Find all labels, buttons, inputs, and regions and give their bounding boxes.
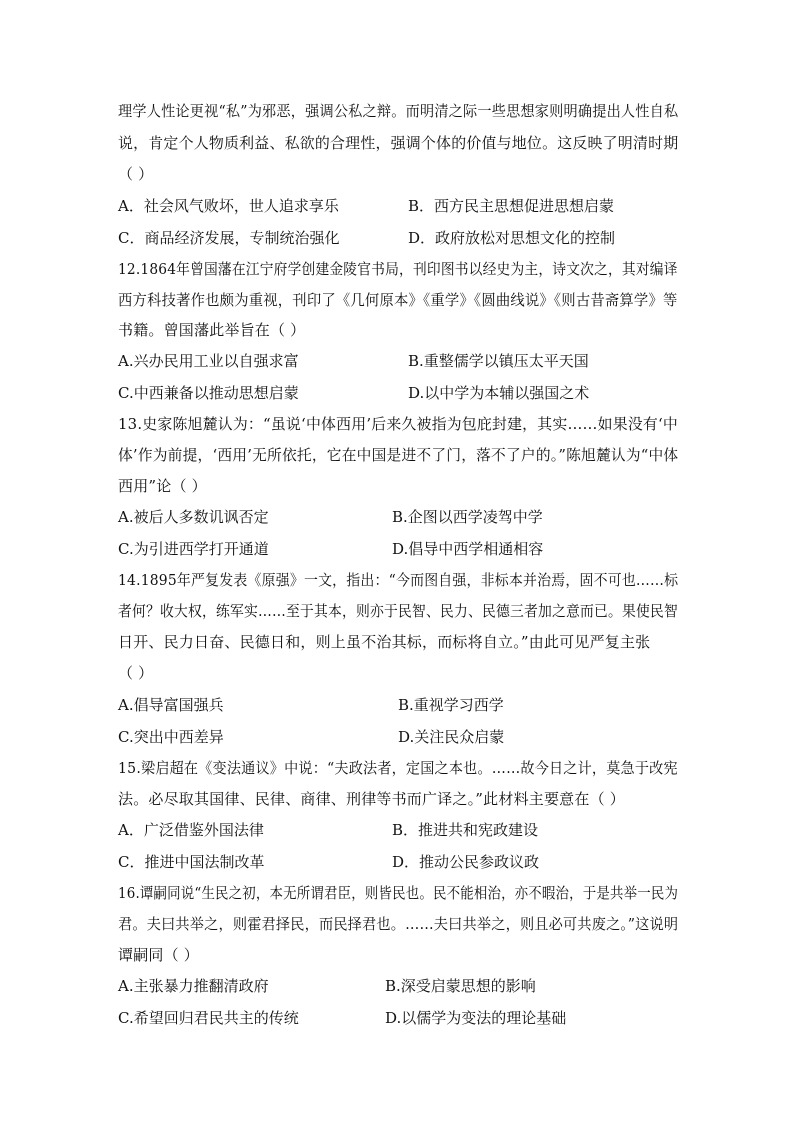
q15-option-a[interactable]: A．广泛借鉴外国法律 xyxy=(118,821,264,839)
q12-stem-line-1: 12.1864年曾国藩在江宁府学创建金陵官书局，刊印图书以经史为主，诗文次之，其对编译 xyxy=(118,260,678,278)
q14-stem-line-3: 日开、民力日奋、民德日和，则上虽不治其标，而标将自立。”由此可见严复主张 xyxy=(118,633,651,651)
q15-option-d[interactable]: D．推动公民参政议政 xyxy=(392,853,540,871)
q14-option-b[interactable]: B.重视学习西学 xyxy=(398,696,504,714)
q15-option-c[interactable]: C．推进中国法制改革 xyxy=(118,853,265,871)
q13-stem-line-2: 体’作为前提，‘西用’无所依托，它在中国是进不了门，落不了户的。”陈旭麓认为“中体 xyxy=(118,446,679,464)
q14-option-c[interactable]: C.突出中西差异 xyxy=(118,728,224,746)
q13-option-c[interactable]: C.为引进西学打开通道 xyxy=(118,540,269,558)
q13-stem-line-1: 13.史家陈旭麓认为：“虽说‘中体西用’后来久被指为包庇封建，其实……如果没有‘中 xyxy=(118,415,679,433)
q12-stem-line-3: 书籍。曾国藩此举旨在（ ） xyxy=(118,321,306,339)
q14-option-a[interactable]: A.倡导富国强兵 xyxy=(118,696,224,714)
q12-option-a[interactable]: A.兴办民用工业以自强求富 xyxy=(118,352,299,370)
q16-option-b[interactable]: B.深受启蒙思想的影响 xyxy=(385,977,536,995)
q15-option-b[interactable]: B．推进共和宪政建设 xyxy=(392,821,539,839)
q16-option-a[interactable]: A.主张暴力推翻清政府 xyxy=(118,977,269,995)
q14-answer-blank: （ ） xyxy=(118,664,154,682)
q13-option-b[interactable]: B.企图以西学凌驾中学 xyxy=(392,508,543,526)
q16-option-c[interactable]: C.希望回归君民共主的传统 xyxy=(118,1009,299,1027)
q12-stem-line-2: 西方科技著作也颇为重视，刊印了《几何原本》《重学》《圆曲线说》《则古昔斋算学》等 xyxy=(118,291,678,309)
q11-option-b[interactable]: B．西方民主思想促进思想启蒙 xyxy=(408,197,615,215)
q16-stem-line-1: 16.谭嗣同说“生民之初，本无所谓君臣，则皆民也。民不能相治，亦不暇治，于是共举一民为 xyxy=(118,884,679,902)
q11-stem-line-1: 理学人性论更视“私”为邪恶，强调公私之辩。而明清之际一些思想家则明确提出人性自私 xyxy=(118,102,679,120)
q13-stem-line-3: 西用”论（ ） xyxy=(118,477,207,495)
q16-stem-line-3: 谭嗣同（ ） xyxy=(118,946,199,964)
q16-option-d[interactable]: D.以儒学为变法的理论基础 xyxy=(385,1009,567,1027)
q11-answer-blank: （ ） xyxy=(118,165,154,183)
q13-option-d[interactable]: D.倡导中西学相通相容 xyxy=(392,540,544,558)
q11-option-a[interactable]: A．社会风气败坏，世人追求享乐 xyxy=(118,197,339,215)
q14-stem-line-1: 14.1895年严复发表《原强》一文，指出：“今而图自强，非标本并治焉，固不可也……标 xyxy=(118,571,679,589)
q12-option-c[interactable]: C.中西兼备以推动思想启蒙 xyxy=(118,384,299,402)
q11-stem-line-2: 说，肯定个人物质利益、私欲的合理性，强调个体的价值与地位。这反映了明清时期 xyxy=(118,134,679,152)
q11-option-d[interactable]: D．政府放松对思想文化的控制 xyxy=(408,229,616,247)
q15-stem-line-2: 法。必尽取其国律、民律、商律、刑律等书而广译之。”此材料主要意在（ ） xyxy=(118,790,625,808)
q12-option-b[interactable]: B.重整儒学以镇压太平天国 xyxy=(408,352,589,370)
q16-stem-line-2: 君。夫曰共举之，则霍君择民，而民择君也。……夫曰共举之，则且必可共废之。”这说明 xyxy=(118,915,679,933)
q14-option-d[interactable]: D.关注民众启蒙 xyxy=(398,728,505,746)
q12-option-d[interactable]: D.以中学为本辅以强国之术 xyxy=(408,384,590,402)
q11-option-c[interactable]: C．商品经济发展，专制统治强化 xyxy=(118,229,340,247)
q13-option-a[interactable]: A.被后人多数讥讽否定 xyxy=(118,508,269,526)
q15-stem-line-1: 15.梁启超在《变法通议》中说：“夫政法者，定国之本也。……故今日之计，莫急于改宪 xyxy=(118,759,678,777)
q14-stem-line-2: 者何？收大权，练军实……至于其本，则亦于民智、民力、民德三者加之意而已。果使民智 xyxy=(118,602,679,620)
